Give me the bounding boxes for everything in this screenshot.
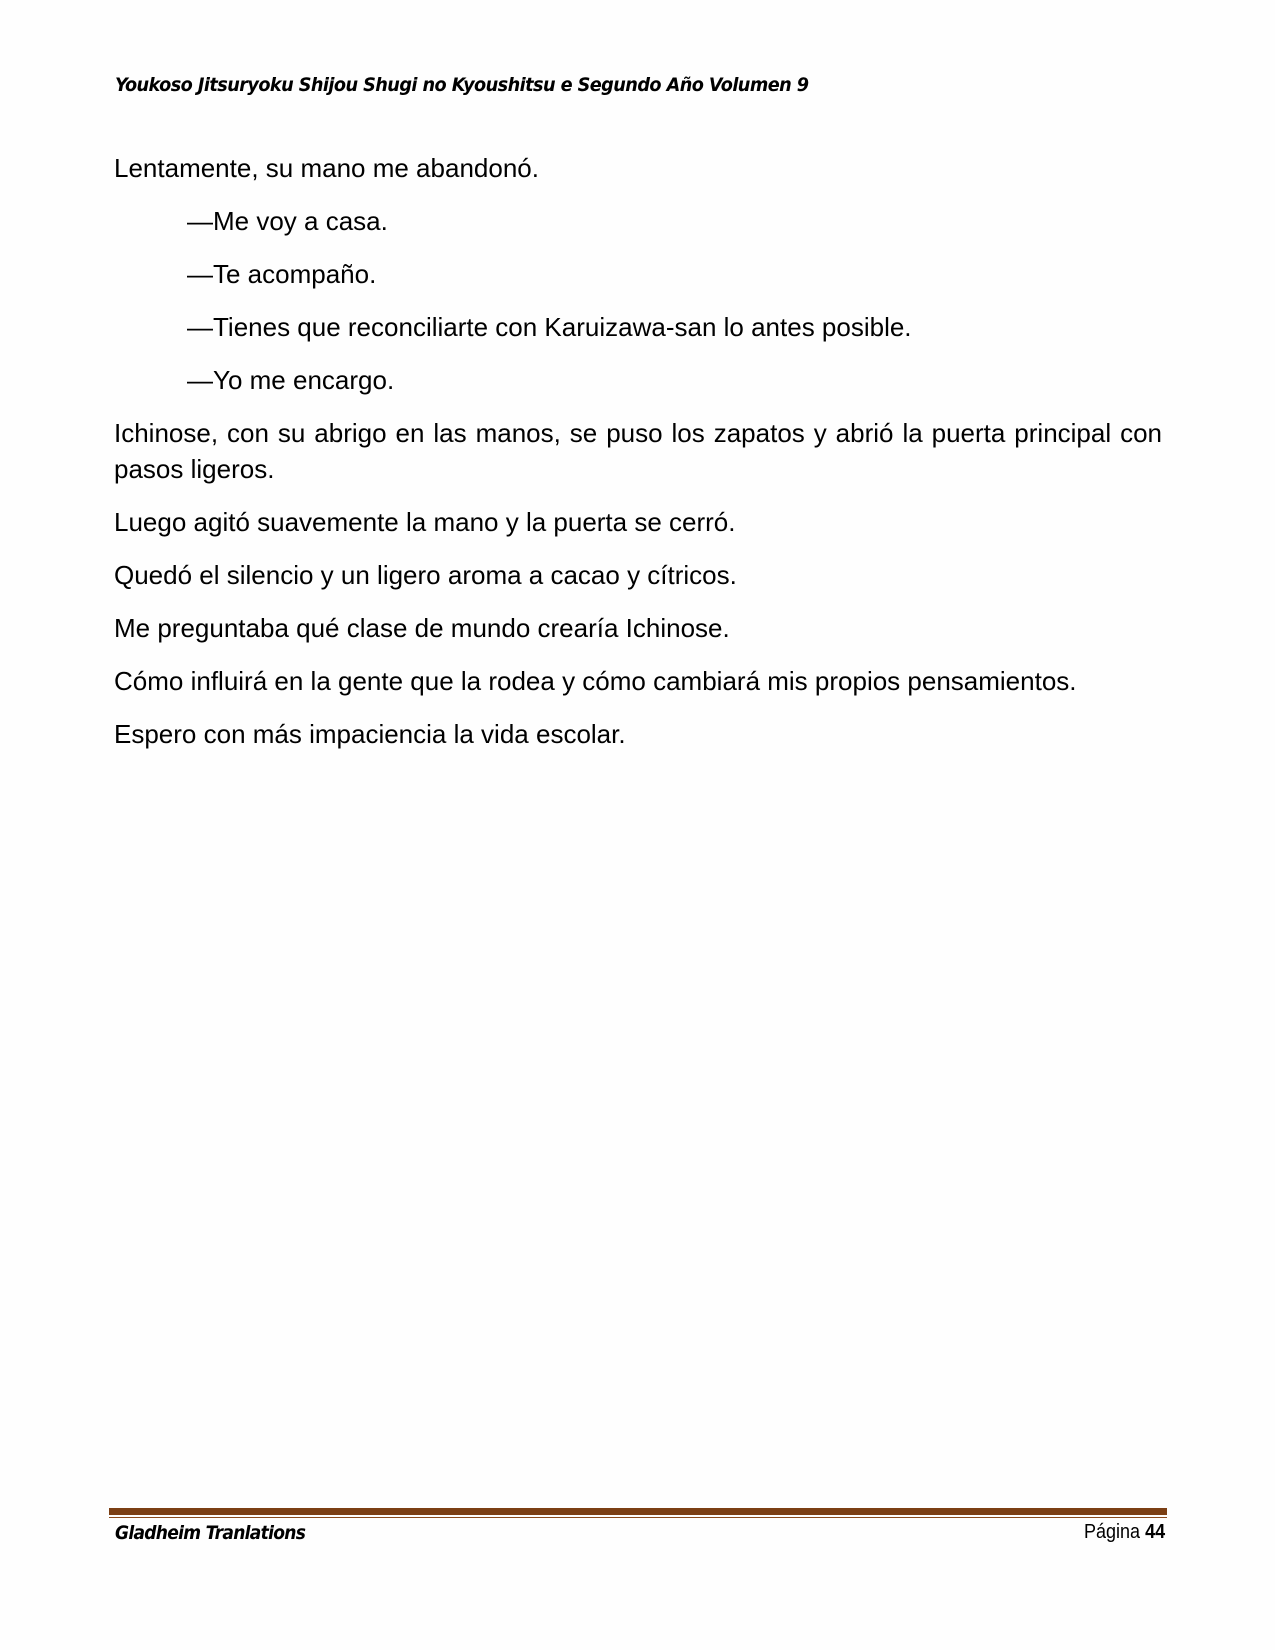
running-header: Youkoso Jitsuryoku Shijou Shugi no Kyoushitsu e Segundo Año Volumen 9 (115, 74, 809, 96)
paragraph: Cómo influirá en la gente que la rodea y cómo cambiará mis propios pensamientos. (114, 666, 1077, 696)
page-number: 44 (1144, 1521, 1165, 1543)
dialogue-line: —Me voy a casa. (187, 206, 388, 236)
paragraph: Me preguntaba qué clase de mundo crearía Ichinose. (114, 613, 730, 643)
paragraph: Luego agitó suavemente la mano y la puerta se cerró. (114, 507, 736, 537)
page-label: Página (1083, 1521, 1140, 1543)
paragraph: Quedó el silencio y un ligero aroma a cacao y cítricos. (114, 560, 737, 590)
dialogue-line: —Te acompaño. (187, 259, 377, 289)
footer-credit: Gladheim Tranlations (115, 1522, 306, 1544)
footer-divider-thin (109, 1517, 1167, 1518)
page-body (114, 150, 1162, 769)
paragraph: Espero con más impaciencia la vida escolar. (114, 719, 626, 749)
page-indicator (1084, 1521, 1165, 1544)
dialogue-line: —Tienes que reconciliarte con Karuizawa-san lo antes posible. (187, 312, 912, 342)
footer-divider-thick (109, 1508, 1167, 1515)
footer-divider (109, 1508, 1167, 1518)
paragraph: Lentamente, su mano me abandonó. (114, 153, 539, 183)
paragraph: Ichinose, con su abrigo en las manos, se puso los zapatos y abrió la puerta principal con pasos ligeros. (114, 418, 1162, 484)
dialogue-line: —Yo me encargo. (187, 365, 395, 395)
